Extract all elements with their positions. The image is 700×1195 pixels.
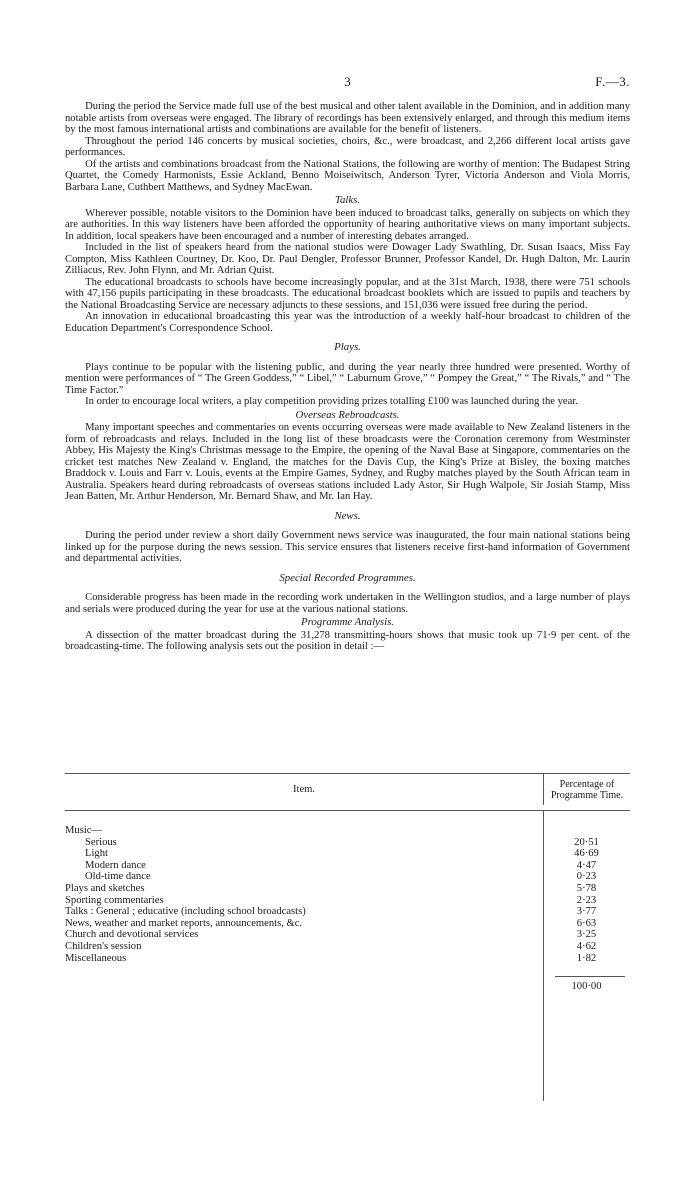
row-value: 1·82 xyxy=(576,952,597,964)
page-number: 3 xyxy=(344,74,351,89)
column-header-percentage-line1: Percentage of xyxy=(559,779,615,790)
row-label: Serious xyxy=(85,836,117,848)
table-row xyxy=(65,860,630,872)
table-row xyxy=(65,941,630,953)
paragraph: Throughout the period 146 concerts by musical societies, choirs, &c., were broadcast, and 2,266 different local artists gave performances. xyxy=(65,135,630,158)
row-value: 0·23 xyxy=(576,871,597,883)
row-label: Plays and sketches xyxy=(65,882,145,894)
paragraph: Wherever possible, notable visitors to the Dominion have been induced to broadcast talks, generally on subjects on which they are authorities. In this way listeners have been afforded the opportunity of hearing authoritative views on many important subjects. In addition, local speakers have been encouraged and a number of interesting debates arranged. xyxy=(65,207,630,242)
body-text xyxy=(65,101,630,653)
row-label: Sporting commentaries xyxy=(65,894,164,906)
row-value: 3·77 xyxy=(576,906,597,918)
table-row xyxy=(65,883,630,895)
paragraph: Included in the list of speakers heard from the national studios were Dowager Lady Swathling, Dr. Susan Isaacs, Miss Fay Compton, Miss Kathleen Courtney, Dr. Koo, Dr. Paul Dengler, Professor Brunner, Professor Kandel, Dr. Hugh Dalton, Mr. Laurin Zilliacus, Rev. John Flynn, and Mr. Adrian Quist. xyxy=(65,242,630,276)
total-rule xyxy=(555,976,625,977)
paragraph: A dissection of the matter broadcast during the 31,278 transmitting-hours shows that music took up 71·9 per cent. of the broadcasting-time. The following analysis sets out the position in detail :— xyxy=(65,629,630,652)
table-row xyxy=(65,953,630,965)
row-value: 6·63 xyxy=(576,917,597,929)
total-value: 100·00 xyxy=(571,981,602,993)
row-label: Children's session xyxy=(65,940,142,952)
column-header-percentage-line2: Programme Time. xyxy=(550,790,624,801)
row-label: News, weather and market reports, announcements, &c. xyxy=(65,917,303,929)
table-row xyxy=(65,906,630,918)
table-row xyxy=(65,871,630,883)
table-row xyxy=(65,918,630,930)
section-heading-special: Special Recorded Programmes. xyxy=(279,571,416,584)
section-heading-overseas: Overseas Rebroadcasts. xyxy=(295,408,400,421)
row-value: 3·25 xyxy=(576,929,597,941)
table-row xyxy=(65,929,630,941)
section-heading-talks: Talks. xyxy=(334,194,361,206)
section-heading-plays: Plays. xyxy=(334,341,361,353)
row-label: Modern dance xyxy=(85,859,146,871)
row-label: Talks : General ; educative (including school broadcasts) xyxy=(65,906,306,918)
paragraph: During the period under review a short daily Government news service was inaugurated, the four main national stations being linked up for the purpose during the news session. This service ensures that listeners receive first-hand information of Government and departmental activities. xyxy=(65,530,630,564)
row-label: Light xyxy=(85,848,108,860)
row-label: Old-time dance xyxy=(85,871,151,883)
paragraph: Plays continue to be popular with the listening public, and during the year nearly three hundred were presented. Worthy of mention were performances of “ The Green Goddess,” “ Libel,” “ Laburnum Grove,” “ Pompey the Great,” “ The Rivals,” and “ The Time Factor.” xyxy=(65,361,630,396)
section-heading-analysis: Programme Analysis. xyxy=(301,616,394,628)
section-heading-news: News. xyxy=(334,509,361,522)
row-value: 46·69 xyxy=(574,848,599,860)
group-label: Music— xyxy=(65,825,103,836)
paragraph: An innovation in educational broadcasting this year was the introduction of a weekly half-hour broadcast to children of the Education Department's Correspondence School. xyxy=(65,311,630,334)
paragraph: Many important speeches and commentaries on events occurring overseas were made available to New Zealand listeners in the form of rebroadcasts and relays. Included in the long list of these broadcasts were the Coronation ceremony from Westminster Abbey, His Majesty the King's Christmas message to the Empire, the opening of the Naval Base at Singapore, commentaries on the cricket test matches New Zealand v. England, the matches for the Davis Cup, the King's Prize at Bisley, the boxing matches Braddock v. Louis and Farr v. Louis, events at the Empire Games, Sydney, and Rugby matches played by the South African team in Australia. Speakers heard during rebroadcasts of overseas stations included Lady Astor, Sir Hugh Walpole, Sir Josiah Stamp, Miss Jean Batten, Mr. Arthur Henderson, Mr. Bernard Shaw, and Mr. Ian Hay. xyxy=(65,422,630,502)
paragraph: In order to encourage local writers, a play competition providing prizes totalling £100 was launched during the year. xyxy=(85,396,578,407)
table-row xyxy=(65,848,630,860)
row-value: 5·78 xyxy=(576,882,597,894)
total-row xyxy=(65,976,630,996)
table-row xyxy=(65,837,630,849)
paragraph: Of the artists and combinations broadcast from the National Stations, the following are worthy of mention: The Budapest String Quartet, the Comedy Harmonists, Essie Ackland, Benno Moiseiwitsch, Anderson Tyrer, Victoria Anderson and Viola Morris, Barbara Lane, Cuthbert Matthews, and Sydney MacEwan. xyxy=(65,158,630,193)
page-header xyxy=(65,74,630,92)
paragraph: During the period the Service made full use of the best musical and other talent available in the Dominion, and in addition many notable artists from overseas were engaged. The library of recordings has been extensively enlarged, and through this medium items by the most famous international artists and combinations are available for the benefit of listeners. xyxy=(65,101,630,135)
paragraph: The educational broadcasts to schools have become increasingly popular, and at the 31st March, 1938, there were 751 schools with 47,156 pupils participating in these broadcasts. The educational broadcast booklets which are issued to pupils and teachers by the National Broadcasting Service are necessary adjuncts to these sessions, and 151,036 were issued free during the period. xyxy=(65,276,630,311)
programme-analysis-table xyxy=(65,773,630,996)
table-group-row xyxy=(65,825,630,837)
table-body xyxy=(65,811,630,996)
paragraph: Considerable progress has been made in the recording work undertaken in the Wellington studios, and a large number of plays and serials were produced during the year for use at the various national stations. xyxy=(65,592,630,615)
column-header-item: Item. xyxy=(292,784,316,795)
row-label: Miscellaneous xyxy=(65,952,127,964)
table-header xyxy=(65,773,630,811)
row-label: Church and devotional services xyxy=(65,929,199,941)
table-row xyxy=(65,895,630,907)
row-value: 20·51 xyxy=(574,836,599,848)
row-value: 2·23 xyxy=(576,894,597,906)
row-value: 4·47 xyxy=(576,859,597,871)
document-reference: F.—3. xyxy=(595,74,630,89)
row-value: 4·62 xyxy=(576,940,597,952)
column-header-percentage xyxy=(543,774,630,805)
